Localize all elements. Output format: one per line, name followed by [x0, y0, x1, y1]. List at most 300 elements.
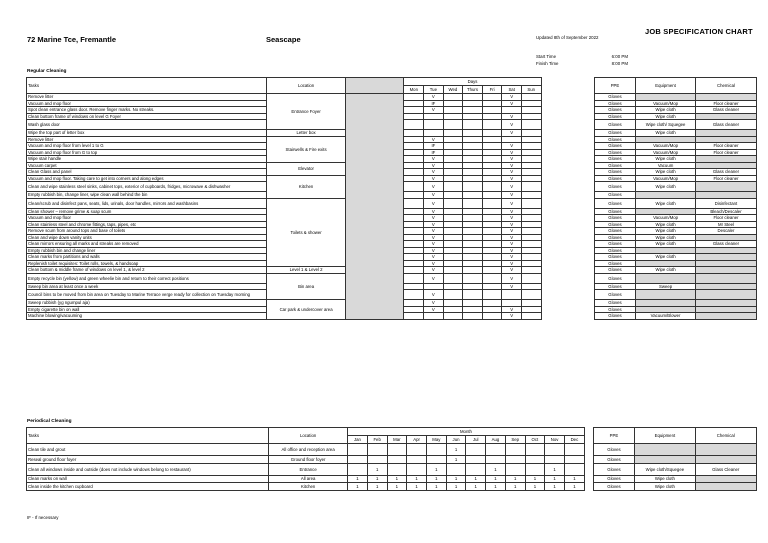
day-cell-sat: V [502, 228, 522, 235]
day-cell-fri [482, 290, 502, 300]
ppe-cell: Gloves [593, 444, 635, 456]
day-cell-mon [404, 182, 424, 192]
location-cell: Kitchen [267, 175, 345, 198]
month-cell: 1 [446, 456, 466, 464]
day-header: Thurs [463, 86, 483, 94]
day-cell-sat: V [502, 182, 522, 192]
month-cell: 1 [545, 483, 565, 491]
equipment-cell: Wipe cloth [636, 234, 696, 241]
month-header-cell: Dec [564, 436, 584, 444]
equipment-cell: Sweep [636, 283, 696, 290]
day-cell-tue: V [424, 192, 444, 199]
chemical-cell: Bleach/Descaler [695, 208, 756, 215]
day-cell-tue: V [424, 228, 444, 235]
month-cell [545, 444, 565, 456]
day-cell-sat: V [502, 260, 522, 267]
periodical-cleaning-title: Periodical Cleaning [27, 419, 72, 424]
day-cell-mon [404, 273, 424, 283]
ppe-cell: Gloves [594, 162, 635, 169]
task-cell: Remove litter [27, 136, 267, 143]
location-cell: Letter box [267, 130, 345, 137]
day-cell-sat: V [502, 143, 522, 150]
month-cell: 1 [564, 475, 584, 483]
task-cell: Vacuum and mop floor. Taking care to get into corners and along edges [27, 175, 267, 182]
task-cell: Empty recycle bin (yellow) and green wheelie bin and return to their correct positions [27, 273, 267, 283]
chemical-cell: Floor cleaner [695, 143, 756, 150]
day-cell-sat: V [502, 149, 522, 156]
day-cell-mon [404, 290, 424, 300]
task-cell: Vacuum carpet [27, 162, 267, 169]
day-cell-tue: V [424, 267, 444, 274]
day-cell-mon [404, 313, 424, 320]
equipment-cell: Wipe cloth [636, 254, 696, 261]
equipment-cell: Wipe cloth [636, 169, 696, 176]
ppe-cell: Gloves [594, 247, 635, 254]
ppe-cell: Gloves [594, 267, 635, 274]
days-header: Days [404, 78, 541, 86]
location-cell: Toilets & shower [267, 198, 345, 267]
day-cell-sat: V [502, 198, 522, 208]
month-cell: 1 [525, 475, 545, 483]
table-row [27, 463, 757, 475]
tasks-header: Tasks [27, 78, 267, 94]
equipment-cell: Vacuum/Blower [636, 313, 696, 320]
chemical-cell: Glass Cleaner [695, 463, 756, 475]
periodical-ppe-header: PPE [593, 428, 635, 444]
ppe-cell: Gloves [593, 463, 635, 475]
month-header-cell: Oct [525, 436, 545, 444]
chemical-cell [695, 290, 756, 300]
periodical-tasks-header: Tasks [27, 428, 269, 444]
location-cell: Elevator [267, 162, 345, 175]
equipment-cell: Wipe cloth [636, 182, 696, 192]
regular-cleaning-table [26, 77, 757, 320]
month-cell: 1 [545, 475, 565, 483]
chemical-cell: Floor cleaner [695, 215, 756, 222]
month-cell [407, 444, 427, 456]
location-cell: Stairwells & Fire exits [267, 136, 345, 162]
ppe-cell: Gloves [594, 228, 635, 235]
location-cell: Ground floor foyer [269, 456, 348, 464]
ppe-cell: Gloves [594, 107, 635, 114]
month-header-cell: Apr [407, 436, 427, 444]
ppe-cell: Gloves [594, 120, 635, 130]
month-cell: 1 [466, 475, 486, 483]
ppe-cell: Gloves [594, 149, 635, 156]
chemical-cell: Glass cleaner [695, 241, 756, 248]
day-cell-wed [443, 198, 463, 208]
task-cell: Replenish toilet requisites: Toilet rolls, towels, & handsoap [27, 260, 267, 267]
month-cell: 1 [387, 483, 407, 491]
day-header: Wed [443, 86, 463, 94]
month-header-cell: May [426, 436, 446, 444]
month-cell: 1 [387, 475, 407, 483]
ppe-cell: Gloves [593, 475, 635, 483]
task-cell: Clean shower – remove grime & soap scum [27, 208, 267, 215]
task-cell: Vacuum and mop floor from level 1 to G [27, 143, 267, 150]
chemical-cell: Floor cleaner [695, 149, 756, 156]
day-header: Tue [424, 86, 444, 94]
ppe-cell: Gloves [594, 254, 635, 261]
day-cell-fri [482, 182, 502, 192]
location-cell: All office and reception area [269, 444, 348, 456]
day-cell-sun [521, 290, 541, 300]
equipment-cell: Wipe cloth [636, 228, 696, 235]
ppe-cell: Gloves [594, 136, 635, 143]
day-cell-sat: V [502, 254, 522, 261]
chemical-cell: Glass cleaner [695, 120, 756, 130]
month-cell: 1 [486, 483, 506, 491]
month-cell [505, 463, 525, 475]
day-cell-tue: V [424, 234, 444, 241]
day-cell-tue: V [424, 241, 444, 248]
equipment-cell [636, 290, 696, 300]
day-cell-tue: V [424, 260, 444, 267]
day-cell-mon [404, 198, 424, 208]
task-cell: Vacuum and mop floor from G to top [27, 149, 267, 156]
equipment-cell: Wipe cloth [636, 113, 696, 120]
task-cell: Clean mirrors ensuring all marks and streaks are removed [27, 241, 267, 248]
finish-time-label: Finish Time [536, 61, 559, 66]
ppe-cell: Gloves [594, 221, 635, 228]
day-cell-thurs [463, 290, 483, 300]
month-cell [407, 463, 427, 475]
month-cell: 1 [426, 483, 446, 491]
regular-cleaning-title: Regular Cleaning [27, 69, 67, 74]
month-header-cell: Jun [446, 436, 466, 444]
month-cell [525, 444, 545, 456]
document-title: JOB SPECIFICATION CHART [645, 27, 753, 36]
day-cell-tue: IF [424, 149, 444, 156]
day-cell-tue: V [424, 107, 444, 114]
location-cell: Car park & undercover area [267, 300, 345, 320]
month-cell: 1 [486, 475, 506, 483]
month-cell: 1 [348, 483, 368, 491]
day-cell-fri [482, 198, 502, 208]
task-cell: Sweep bin area at least once a week [27, 283, 267, 290]
ppe-cell: Gloves [594, 300, 635, 307]
day-cell-tue: V [424, 156, 444, 163]
day-cell-sat: V [502, 221, 522, 228]
day-cell-sat: V [502, 234, 522, 241]
task-cell: Remove scum from around tops and base of toilets [27, 228, 267, 235]
equipment-cell: Vacuum/Mop [636, 175, 696, 182]
chemical-header: Chemical [695, 78, 756, 94]
ppe-cell: Gloves [594, 156, 635, 163]
location-cell: Level 1 & Level 2 [267, 267, 345, 274]
month-cell [564, 456, 584, 464]
equipment-cell: Vacuum [636, 162, 696, 169]
address: 72 Marine Tce, Fremantle [27, 35, 117, 44]
day-cell-tue [424, 313, 444, 320]
ppe-cell: Gloves [594, 175, 635, 182]
spacer-cell [584, 456, 593, 464]
equipment-cell: Vacuum/Mop [636, 100, 696, 107]
chemical-cell [695, 456, 756, 464]
month-cell [486, 444, 506, 456]
equipment-cell: Wipe cloth [636, 156, 696, 163]
ppe-cell: Gloves [594, 273, 635, 283]
equipment-cell: Wipe cloth/ Squegee [636, 120, 696, 130]
location-header: Location [267, 78, 345, 94]
task-cell: Vacuum and mop floor [27, 215, 267, 222]
day-cell-wed [443, 273, 463, 283]
day-cell-thurs [463, 313, 483, 320]
periodical-equipment-header: Equipment [635, 428, 695, 444]
ppe-cell: Gloves [594, 260, 635, 267]
day-cell-tue [424, 120, 444, 130]
task-cell: Clean bottom & middle frame of windows on level 1, & level 2 [27, 267, 267, 274]
month-cell: 1 [348, 475, 368, 483]
month-cell: 1 [426, 463, 446, 475]
task-cell: Wash glass door [27, 120, 267, 130]
spacer-cell [584, 483, 593, 491]
task-cell: Empty rubbish bin and change liner [27, 247, 267, 254]
day-cell-tue: V [424, 247, 444, 254]
month-cell [426, 456, 446, 464]
month-cell: 1 [525, 483, 545, 491]
task-cell: Clean marks on wall [27, 475, 269, 483]
day-cell-sat [502, 290, 522, 300]
month-cell: 1 [466, 483, 486, 491]
month-cell: 1 [446, 444, 466, 456]
month-cell: 1 [426, 475, 446, 483]
day-header: Fri [482, 86, 502, 94]
equipment-cell: Vacuum/Mop [636, 215, 696, 222]
ppe-cell: Gloves [594, 192, 635, 199]
equipment-cell: Wipe cloth [636, 221, 696, 228]
month-header-cell: Nov [545, 436, 565, 444]
location-cell: Entrance [269, 463, 348, 475]
equipment-cell: Wipe cloth [636, 267, 696, 274]
spacer-cell [541, 313, 594, 320]
equipment-cell: Wipe cloth [635, 483, 695, 491]
day-cell-thurs [463, 182, 483, 192]
day-cell-sat: V [502, 208, 522, 215]
ppe-cell: Gloves [594, 306, 635, 313]
day-cell-tue: V [424, 215, 444, 222]
ppe-cell: Gloves [594, 182, 635, 192]
table-row [27, 456, 757, 464]
periodical-cleaning-table [26, 427, 757, 491]
task-cell: Remove litter [27, 94, 267, 101]
day-cell-sat: V [502, 273, 522, 283]
month-cell: 1 [505, 483, 525, 491]
month-header-cell: Jan [348, 436, 368, 444]
month-cell [466, 444, 486, 456]
month-cell: 1 [564, 483, 584, 491]
month-cell [525, 456, 545, 464]
day-cell-tue: V [424, 208, 444, 215]
month-cell: 1 [446, 483, 466, 491]
equipment-cell: Wipe cloth [635, 475, 695, 483]
task-cell: Clean inside the kitchen cupboard [27, 483, 269, 491]
chemical-cell: Mr Steel [695, 221, 756, 228]
spacer-cell [541, 182, 594, 192]
task-cell: Empty cigarette bin on wall [27, 306, 267, 313]
periodical-location-header: Location [269, 428, 348, 444]
chemical-cell: Floor cleaner [695, 175, 756, 182]
day-cell-sat: V [502, 313, 522, 320]
month-cell [387, 456, 407, 464]
month-cell [564, 444, 584, 456]
month-cell: 1 [545, 463, 565, 475]
task-cell: Clean and wipe down vanity units [27, 234, 267, 241]
month-header: Month [348, 428, 585, 436]
task-cell: Clean marks from partitions and walls [27, 254, 267, 261]
start-time-value: 6:00 PM [611, 54, 628, 59]
month-header-cell: Aug [486, 436, 506, 444]
location-cell: Kitchen [269, 483, 348, 491]
month-cell: 1 [367, 483, 387, 491]
chemical-cell [695, 182, 756, 192]
day-cell-sat: V [502, 113, 522, 120]
day-cell-sat: V [502, 175, 522, 182]
month-cell [505, 456, 525, 464]
day-cell-tue: V [424, 300, 444, 307]
location-cell: Bin area [267, 273, 345, 300]
ppe-cell: Gloves [594, 241, 635, 248]
ppe-cell: Gloves [594, 290, 635, 300]
spacer-cell [584, 444, 593, 456]
equipment-cell [635, 444, 695, 456]
day-cell-tue: V [424, 290, 444, 300]
month-header-cell: Sep [505, 436, 525, 444]
day-cell-tue: V [424, 254, 444, 261]
day-cell-sat: V [502, 162, 522, 169]
task-cell: Spot clean entrance glass door. Remove finger marks. No streaks. [27, 107, 267, 114]
day-header: Sun [521, 86, 541, 94]
day-cell-fri [482, 273, 502, 283]
ppe-cell: Gloves [593, 456, 635, 464]
month-cell: 1 [446, 475, 466, 483]
day-cell-thurs [463, 198, 483, 208]
ppe-cell: Gloves [594, 283, 635, 290]
day-cell-sun [521, 313, 541, 320]
day-cell-tue: V [424, 182, 444, 192]
chemical-cell [695, 483, 756, 491]
day-cell-tue: IF [424, 143, 444, 150]
day-cell-tue: IF [424, 100, 444, 107]
chemical-cell: Glass cleaner [695, 107, 756, 114]
day-cell-sat: V [502, 247, 522, 254]
blank-column [345, 94, 404, 320]
chemical-cell [695, 444, 756, 456]
day-cell-sun [521, 198, 541, 208]
equipment-cell: Wipe cloth [636, 198, 696, 208]
ppe-cell: Gloves [594, 113, 635, 120]
ppe-cell: Gloves [594, 234, 635, 241]
chemical-cell [695, 475, 756, 483]
day-cell-thurs [463, 120, 483, 130]
day-cell-sun [521, 273, 541, 283]
month-cell [387, 463, 407, 475]
periodical-chemical-header: Chemical [695, 428, 756, 444]
ppe-cell: Gloves [594, 94, 635, 101]
spacer-cell [541, 198, 594, 208]
day-cell-wed [443, 313, 463, 320]
day-cell-tue: V [424, 162, 444, 169]
month-cell [466, 463, 486, 475]
ppe-cell: Gloves [593, 483, 635, 491]
day-cell-tue: V [424, 306, 444, 313]
equipment-header: Equipment [636, 78, 696, 94]
location-cell: Entrance Foyer [267, 94, 345, 130]
chemical-cell [695, 273, 756, 283]
spacer-cell [541, 120, 594, 130]
month-cell [387, 444, 407, 456]
equipment-cell: Wipe cloth/Squegee [635, 463, 695, 475]
month-cell [426, 444, 446, 456]
task-cell: Clean/scrub and disinfect pans, seats, lids, urinals, door handles, mirrors and washbasins [27, 198, 267, 208]
month-cell [505, 444, 525, 456]
spacer-cell [584, 463, 593, 475]
day-cell-tue: V [424, 175, 444, 182]
day-header: Sat [502, 86, 522, 94]
day-cell-tue: V [424, 221, 444, 228]
month-header-cell: Feb [367, 436, 387, 444]
day-header: Mon [404, 86, 424, 94]
task-cell: Clean Glass and panel [27, 169, 267, 176]
month-cell [564, 463, 584, 475]
day-cell-sat: V [502, 192, 522, 199]
day-cell-wed [443, 120, 463, 130]
day-cell-sat: V [502, 169, 522, 176]
day-cell-tue: V [424, 169, 444, 176]
month-cell: 1 [407, 483, 427, 491]
month-cell [545, 456, 565, 464]
ppe-cell: Gloves [594, 100, 635, 107]
equipment-cell: Wipe cloth [636, 107, 696, 114]
month-header-cell: Mar [387, 436, 407, 444]
day-cell-sat: V [502, 306, 522, 313]
task-cell: Machine blowing/vacuuming [27, 313, 267, 320]
spacer-cell [541, 273, 594, 283]
day-cell-tue: V [424, 94, 444, 101]
day-cell-tue: V [424, 273, 444, 283]
location-cell: All area [269, 475, 348, 483]
day-cell-sun [521, 182, 541, 192]
day-cell-fri [482, 120, 502, 130]
ppe-cell: Gloves [594, 313, 635, 320]
task-cell: Clean all windows inside and outside (does not include windows belong to restaurant) [27, 463, 269, 475]
month-cell [367, 444, 387, 456]
chemical-cell: Floor cleaner [695, 100, 756, 107]
month-cell: 1 [367, 475, 387, 483]
month-cell [525, 463, 545, 475]
ppe-cell: Gloves [594, 198, 635, 208]
day-cell-sat: V [502, 283, 522, 290]
day-cell-sat: V [502, 267, 522, 274]
ppe-header: PPE [594, 78, 635, 94]
equipment-cell [635, 456, 695, 464]
day-cell-fri [482, 313, 502, 320]
equipment-cell [636, 273, 696, 283]
day-cell-sat: V [502, 241, 522, 248]
chemical-cell: Disinfectant [695, 198, 756, 208]
day-cell-sun [521, 120, 541, 130]
task-cell: Council bins to be moved from bin area on Tuesday to Marine Terrace verge ready for collection on Tuesday morning [27, 290, 267, 300]
day-cell-wed [443, 290, 463, 300]
site-name: Seascape [266, 35, 301, 44]
footnote: IF - If necessary [27, 515, 59, 520]
day-cell-sat: V [502, 100, 522, 107]
task-cell: Sweep rubbish (yg ngumpul aja) [27, 300, 267, 307]
task-cell: Wipe the top part of letter box [27, 130, 267, 137]
month-cell [466, 456, 486, 464]
finish-time-value: 8:00 PM [611, 61, 628, 66]
task-cell: Clean stainless steel and chrome fittings, taps, pipes, etc [27, 221, 267, 228]
